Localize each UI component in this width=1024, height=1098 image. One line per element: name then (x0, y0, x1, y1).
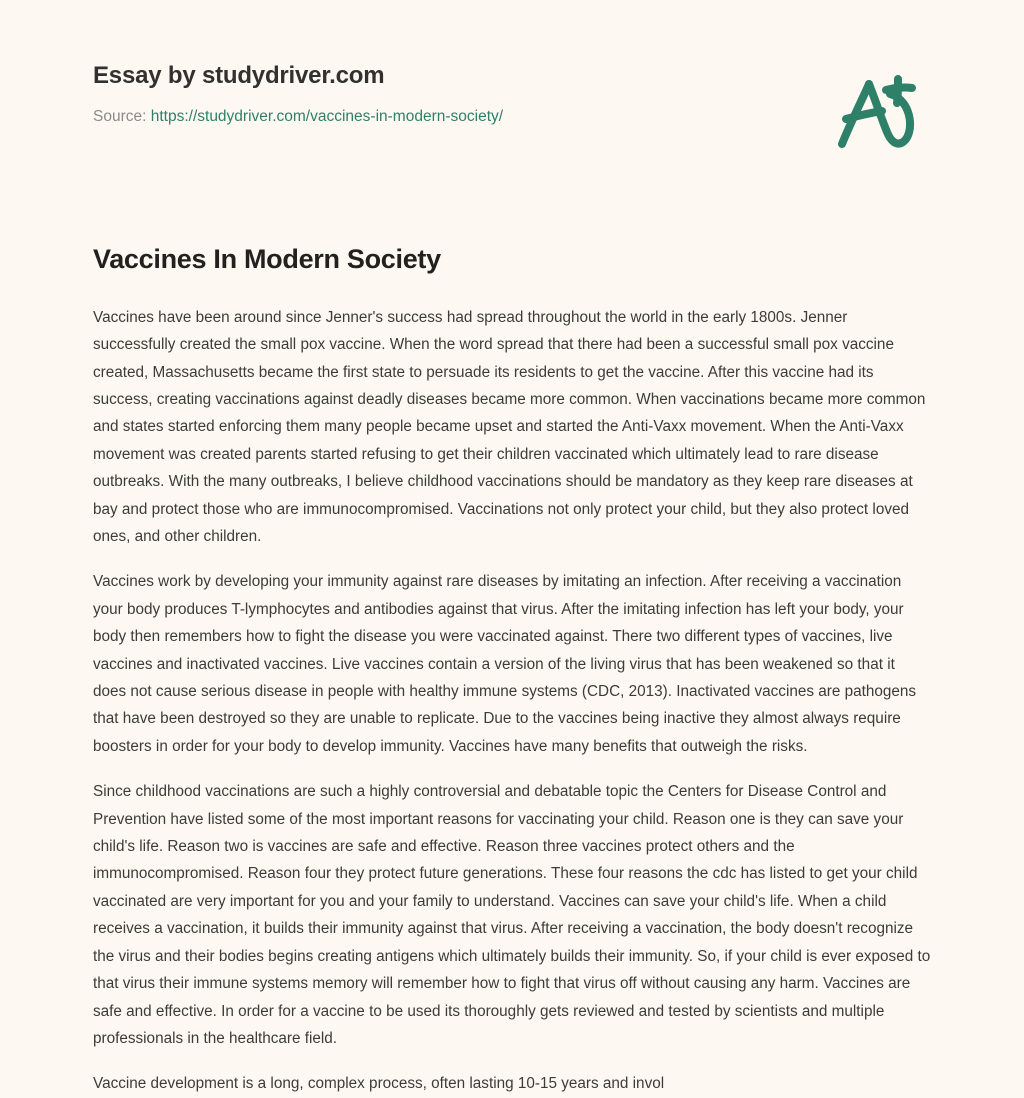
body-paragraph: Vaccines work by developing your immunity against rare diseases by imitating an infection. After receiving a vaccination your body produces T-lymphocytes and antibodies against that virus. After the imitating infection has left your body, your body then remembers how to fight the disease you were vaccinated against. There two different types of vaccines, live vaccines and inactivated vaccines. Live vaccines contain a version of the living virus that has been weakened so that it does not cause serious disease in people with healthy immune systems (CDC, 2013). Inactivated vaccines are pathogens that have been destroyed so they are unable to replicate. Due to the vaccines being inactive they almost always require boosters in order for your body to develop immunity. Vaccines have many benefits that outweigh the risks. (93, 573, 917, 755)
a-plus-logo-icon (824, 62, 944, 182)
page-header (93, 62, 931, 192)
source-label: Source: (93, 107, 147, 125)
source-line (93, 107, 931, 127)
body-paragraph: Vaccines have been around since Jenner's success had spread throughout the world in the early 1800s. Jenner successfully created the small pox vaccine. When the word spread that there had been a successful small pox vaccine created, Massachusetts became the first state to persuade its residents to get the vaccine. After this vaccine had its success, creating vaccinations against deadly diseases became more common. When vaccinations became more common and states started enforcing them many people became upset and started the Anti-Vaxx movement. When the Anti-Vaxx movement was created parents started refusing to get their children vaccinated which ultimately lead to rare disease outbreaks. With the many outbreaks, I believe childhood vaccinations should be mandatory as they keep rare diseases at bay and protect those who are immunocompromised. Vaccinations not only protect your child, but they also protect loved ones, and other children. (93, 308, 926, 545)
a-plus-logo (824, 62, 944, 182)
body-paragraph-truncated: Vaccine development is a long, complex process, often lasting 10-15 years and invol (93, 1075, 665, 1093)
page-title: Vaccines In Modern Society (93, 244, 441, 274)
body-paragraph: Since childhood vaccinations are such a highly controversial and debatable topic the Centers for Disease Control and Prevention have listed some of the most important reasons for vaccinating your child. Reason one is they can save your child's life. Reason two is vaccines are safe and effective. Reason three vaccines protect others and the immunocompromised. Reason four they protect future generations. These four reasons the cdc has listed to get your child vaccinated are very important for you and your family to understand. Vaccines can save your child's life. When a child receives a vaccination, it builds their immunity against that virus. After receiving a vaccination, the body doesn't recognize the virus and their bodies begins creating antigens which ultimately builds their immunity. So, if your child is ever exposed to that virus their immune systems memory will remember how to fight that virus off without causing any harm. Vaccines are safe and effective. In order for a vaccine to be used its thoroughly gets reviewed and tested by scientists and multiple professionals in the healthcare field. (93, 783, 931, 1047)
brand-title: Essay by studydriver.com (93, 62, 385, 89)
source-url-link[interactable]: https://studydriver.com/vaccines-in-modern-society/ (150, 107, 504, 125)
document-body (93, 243, 931, 1098)
